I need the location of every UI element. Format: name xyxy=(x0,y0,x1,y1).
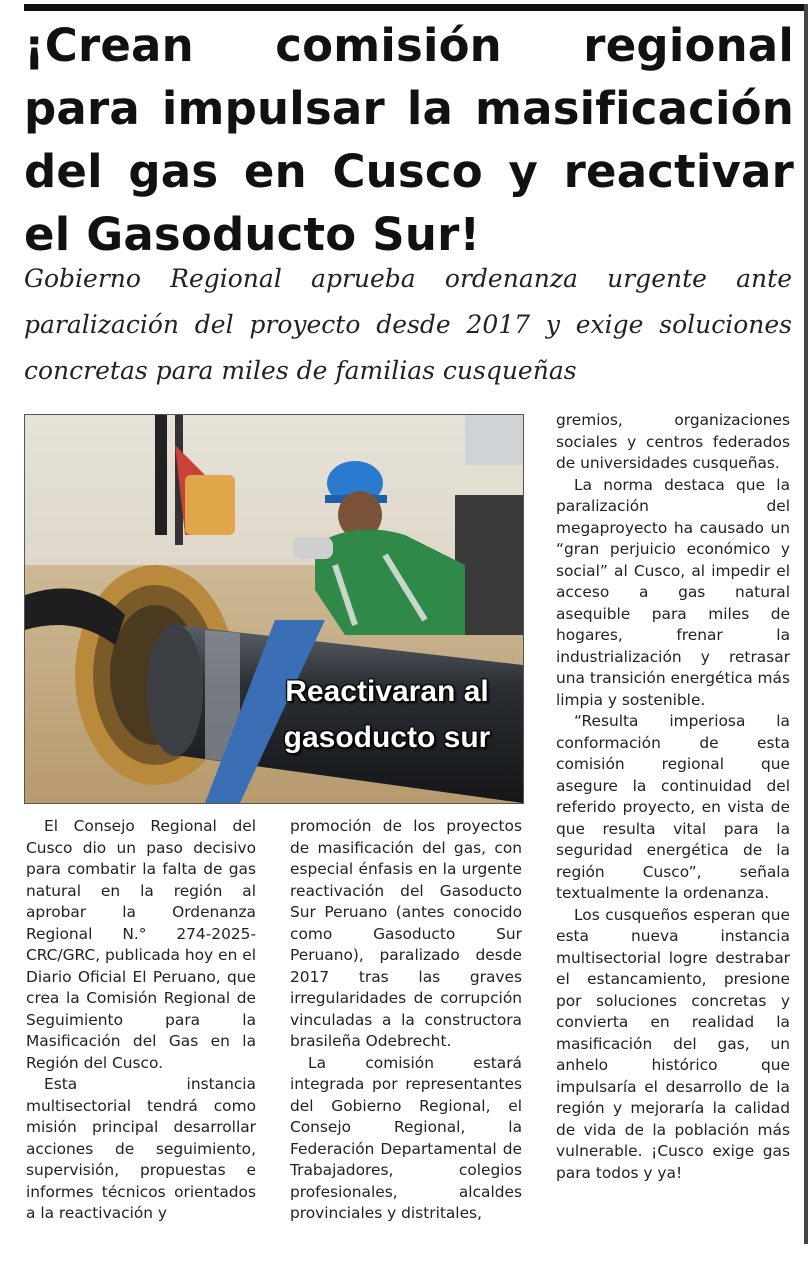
paragraph: La comisión estará integrada por representantes del Gobierno Regional, el Consejo Regional, la Federación Departamental de Trabajadores, colegios profesionales, alcaldes provinciales y distritales, xyxy=(290,1053,522,1222)
paragraph: El Consejo Regional del Cusco dio un paso decisivo para combatir la falta de gas natural en la región al aprobar la Ordenanza Regional N.° 274-2025-CRC/GRC, publicada hoy en el Diario Oficial El Peruano, que crea la Comisión Regional de Seguimiento para la Masificación del Gas en la Región del Cusco. xyxy=(26,817,256,1072)
paragraph: La norma destaca que la paralización del megaproyecto ha causado un “gran perjuicio económico y social” al Cusco, al impedir el acceso a gas natural asequible para miles de hogares, frenar la industrialización y retrasar una transición energética más limpia y sostenible. xyxy=(556,475,791,709)
paragraph: Los cusqueños esperan que esta nueva instancia multisectorial logre destrabar el estancamiento, presione por soluciones concretas y convierta en realidad la masificación del gas, un anhelo histórico que impulsaría el desarrollo de la región y mejoraría la calidad de vida de la población más vulnerable. ¡Cusco exige gas para todos y ya! xyxy=(556,905,790,1182)
photo-caption: Reactivaran al gasoducto sur xyxy=(283,675,491,754)
right-rule xyxy=(804,4,808,1244)
subheadline: Gobierno Regional aprueba ordenanza urgente ante paralización del proyecto desde 2017 y exige soluciones concretas para miles de familias cusqueñas xyxy=(24,264,792,385)
headline: ¡Crean comisión regional para impulsar la masificación del gas en Cusco y reactivar el Gasoducto Sur! xyxy=(24,19,794,261)
article-column-1 xyxy=(26,816,256,1225)
article-column-2 xyxy=(290,816,522,1225)
article-column-3 xyxy=(556,410,790,1184)
top-rule xyxy=(24,4,806,11)
paragraph: Esta instancia multisectorial tendrá como misión principal desarrollar acciones de seguimiento, supervisión, propuestas e informes técnicos orientados a la reactivación y xyxy=(26,1075,256,1222)
machinery-right xyxy=(455,495,523,635)
paragraph: promoción de los proyectos de masificación del gas, con especial énfasis en la urgente reactivación del Gasoducto Sur Peruano (antes conocido como Gasoducto Sur Peruano), paralizado desde 2017 tras las graves irregularidades de corrupción vinculadas a la constructora brasileña Odebrecht. xyxy=(290,817,522,1050)
paragraph: “Resulta imperiosa la conformación de esta comisión regional que asegure la continuidad del referido proyecto, en vista de que resulta vital para la seguridad energética de la región Cusco”, señala textualmente la ordenanza. xyxy=(556,712,790,902)
article-photo xyxy=(24,414,524,804)
paragraph: gremios, organizaciones sociales y centros federados de universidades cusqueñas. xyxy=(556,411,790,472)
